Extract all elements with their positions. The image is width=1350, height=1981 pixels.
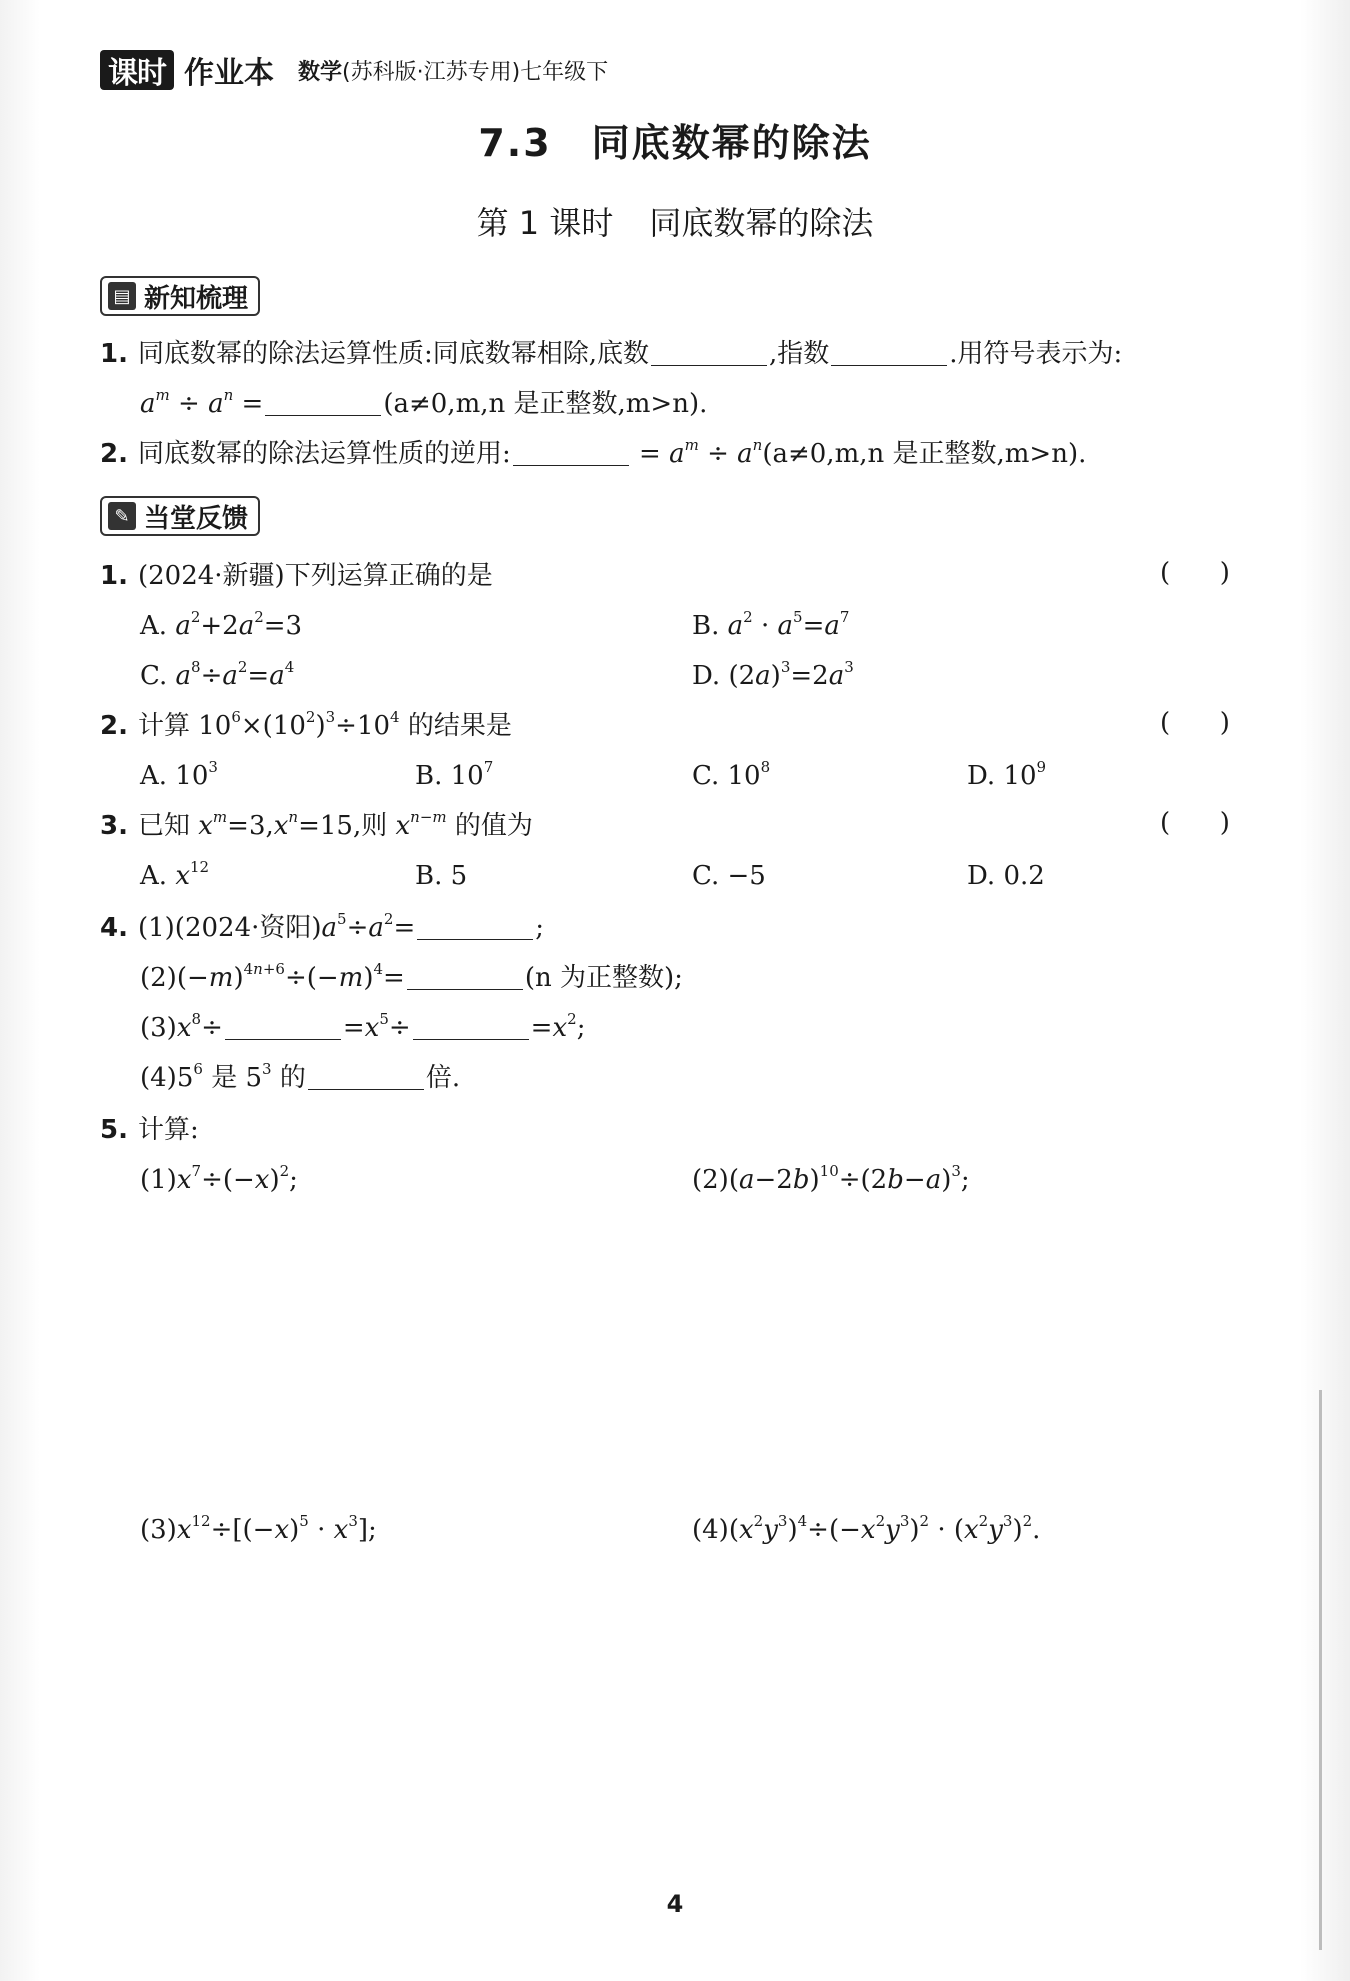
lesson-name: 同底数幂的除法 — [649, 204, 874, 242]
answer-blank[interactable] — [831, 340, 947, 366]
answer-bracket[interactable]: ( ) — [1160, 558, 1230, 588]
question-5-part-1: $(1)x^7\div(-x)^2$; — [140, 1162, 298, 1195]
answer-blank[interactable] — [413, 1014, 529, 1040]
answer-blank[interactable] — [265, 390, 381, 416]
section-title — [0, 112, 1350, 167]
answer-blank[interactable] — [225, 1014, 341, 1040]
section-number: 7.3 — [478, 121, 552, 165]
book-icon: ▤ — [108, 282, 136, 310]
question-5-stem: 5. 计算: — [100, 1115, 199, 1145]
answer-bracket[interactable]: ( ) — [1160, 708, 1230, 738]
question-2-option-b[interactable]: B. $10^7$ — [415, 758, 494, 791]
brand-logo: 课时 — [100, 50, 174, 90]
question-1-option-d[interactable]: D. $(2a)^3=2a^3$ — [692, 658, 854, 691]
question-1-option-a[interactable]: A. $a^2+2a^2=3$ — [140, 608, 303, 641]
question-2-stem: 2. 计算 $10^6\times(10^2)^3\div 10^4$ 的结果是 — [100, 708, 512, 741]
pencil-icon: ✎ — [108, 502, 136, 530]
answer-blank[interactable] — [407, 964, 523, 990]
question-3-stem: 3. 已知 $x^m=3,x^n=15$,则 $x^{n-m}$ 的值为 — [100, 808, 533, 841]
question-5-part-3: $(3)x^{12}\div[(-x)^5 \cdot x^3]$; — [140, 1512, 377, 1545]
answer-blank[interactable] — [651, 340, 767, 366]
question-3-option-b[interactable]: B. 5 — [415, 861, 468, 891]
section-name: 同底数幂的除法 — [591, 121, 872, 165]
lesson-title — [0, 198, 1350, 244]
lesson-label: 第 1 课时 — [476, 204, 614, 242]
question-1-stem: 1. (2024·新疆)下列运算正确的是 — [100, 561, 493, 591]
answer-bracket[interactable]: ( ) — [1160, 808, 1230, 838]
page-edge-shadow — [1319, 1390, 1322, 1950]
answer-blank[interactable] — [417, 914, 533, 940]
question-4-part-1: 4. (1)(2024·资阳)$a^5\div a^2=$ ; — [100, 910, 545, 943]
question-4-part-2: $(2)(-m)^{4n+6}\div(-m)^4= (n$ 为正整数); — [140, 960, 683, 993]
book-header — [100, 48, 608, 92]
edition-label: (苏科版·江苏专用)七年级下 — [342, 59, 609, 85]
tag-feedback — [100, 496, 260, 536]
question-2-option-d[interactable]: D. $10^9$ — [967, 758, 1047, 791]
question-5-part-2: $(2)(a-2b)^{10}\div(2b-a)^3$; — [692, 1162, 970, 1195]
knowledge-item-2: 2. 同底数幂的除法运算性质的逆用: = $a^m \div a^n(a\ne 0,m,n$ 是正整数,m>n). — [100, 436, 1087, 469]
page-number: 4 — [666, 1890, 684, 1918]
question-1-option-c[interactable]: C. $a^8\div a^2=a^4$ — [140, 658, 295, 691]
question-5-part-4: $(4)(x^2y^3)^4\div(-x^2y^3)^2 \cdot (x^2y^3)^2$. — [692, 1512, 1041, 1545]
subject-label: 数学 — [298, 59, 343, 85]
question-3-option-a[interactable]: A. $x^{12}$ — [140, 858, 210, 891]
answer-blank[interactable] — [308, 1064, 424, 1090]
question-2-option-a[interactable]: A. $10^3$ — [140, 758, 218, 791]
tag-new-knowledge — [100, 276, 260, 316]
question-1-option-b[interactable]: B. $a^2 \cdot a^5=a^7$ — [692, 608, 850, 641]
question-2-option-c[interactable]: C. $10^8$ — [692, 758, 771, 791]
answer-blank[interactable] — [513, 440, 629, 466]
tag-label: 新知梳理 — [144, 283, 249, 314]
brand-name: 作业本 — [184, 56, 274, 91]
question-4-part-3: $(3)x^8\div =x^5\div =x^2$; — [140, 1010, 586, 1043]
knowledge-item-1: 1. 同底数幂的除法运算性质:同底数幂相除,底数 ,指数 .用符号表示为: — [100, 339, 1123, 369]
question-3-option-c[interactable]: C. −5 — [692, 861, 766, 891]
question-3-option-d[interactable]: D. 0.2 — [967, 861, 1045, 891]
tag-label: 当堂反馈 — [144, 503, 249, 534]
knowledge-item-1-formula: $a^m \div a^n = (a\ne 0,m,n$ 是正整数,m>n). — [140, 386, 708, 419]
question-4-part-4: $(4)5^6$ 是 $5^3$ 的 倍. — [140, 1060, 461, 1093]
